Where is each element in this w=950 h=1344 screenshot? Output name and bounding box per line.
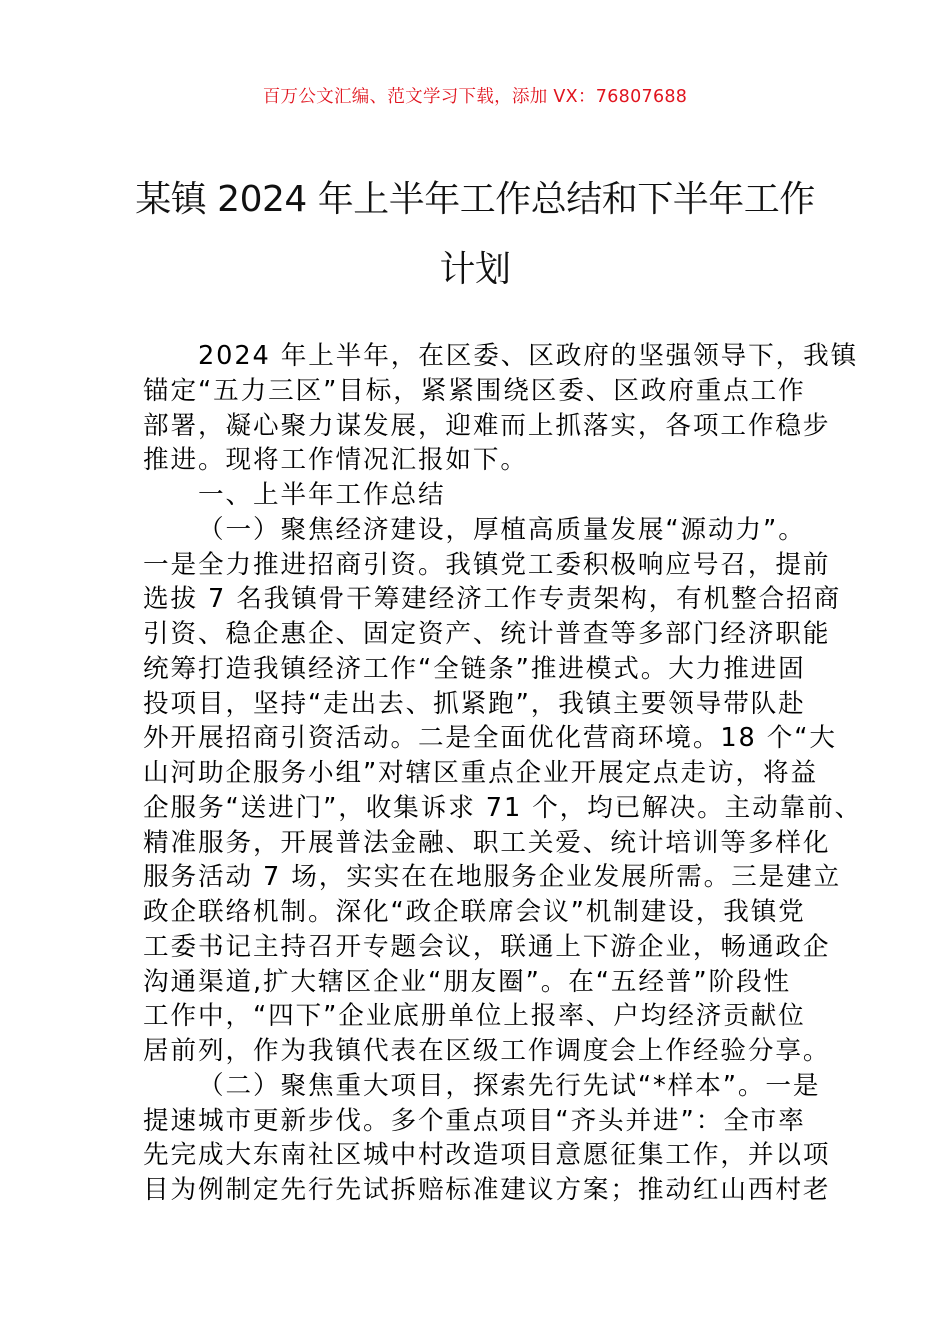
body-text-line: （一）聚焦经济建设，厚植高质量发展“源动力”。	[198, 514, 806, 545]
body-text-line: 先完成大东南社区城中村改造项目意愿征集工作，并以项	[143, 1140, 831, 1171]
body-text-line: 部署，凝心聚力谋发展，迎难而上抓落实，各项工作稳步	[143, 410, 831, 441]
body-text-line: 工作中，“四下”企业底册单位上报率、户均经济贡献位	[143, 1001, 806, 1032]
body-text-line: （二）聚焦重大项目，探索先行先试“*样本”。一是	[198, 1070, 821, 1101]
watermark-banner: 百万公文汇编、范文学习下载，添加 VX：76807688	[262, 87, 688, 107]
body-text-line: 投项目，坚持“走出去、抓紧跑”，我镇主要领导带队赴	[143, 688, 806, 719]
body-text-line: 目为例制定先行先试拆赔标准建议方案；推动红山西村老	[143, 1175, 831, 1205]
body-text-line: 山河助企服务小组”对辖区重点企业开展定点走访，将益	[143, 758, 819, 788]
body-text-line: 选拔 7 名我镇骨干筹建经济工作专责架构，有机整合招商	[143, 584, 842, 615]
body-text-line: 2024 年上半年，在区委、区政府的坚强领导下，我镇	[198, 341, 859, 371]
body-text-line: 一是全力推进招商引资。我镇党工委积极响应号召，提前	[143, 549, 831, 580]
body-text-line: 工委书记主持召开专题会议，联通上下游企业，畅通政企	[143, 931, 831, 962]
document-body	[143, 339, 863, 1208]
body-text-line: 企服务“送进门”，收集诉求 71 个，均已解决。主动靠前、	[143, 792, 863, 823]
document-title-line-2: 计划	[439, 249, 511, 290]
body-text-line: 推进。现将工作情况汇报如下。	[143, 445, 528, 476]
document-title-line-1: 某镇 2024 年上半年工作总结和下半年工作	[135, 179, 815, 220]
body-text-line: 锚定“五力三区”目标，紧紧围绕区委、区政府重点工作	[143, 375, 806, 406]
body-text-line: 服务活动 7 场，实实在在地服务企业发展所需。三是建立	[143, 862, 842, 893]
body-text-line: 政企联络机制。深化“政企联席会议”机制建设，我镇党	[143, 897, 806, 927]
body-text-line: 一、上半年工作总结	[198, 480, 446, 510]
body-text-line: 提速城市更新步伐。多个重点项目“齐头并进”：全市率	[143, 1105, 806, 1136]
body-text-line: 居前列，作为我镇代表在区级工作调度会上作经验分享。	[143, 1036, 831, 1066]
body-text-line: 引资、稳企惠企、固定资产、统计普查等多部门经济职能	[143, 619, 831, 649]
body-text-line: 精准服务，开展普法金融、职工关爱、统计培训等多样化	[143, 827, 831, 858]
body-text-line: 沟通渠道,扩大辖区企业“朋友圈”。在“五经普”阶段性	[143, 966, 792, 997]
body-text-line: 外开展招商引资活动。二是全面优化营商环境。18 个“大	[143, 723, 837, 754]
body-text-line: 统筹打造我镇经济工作“全链条”推进模式。大力推进固	[143, 653, 806, 684]
